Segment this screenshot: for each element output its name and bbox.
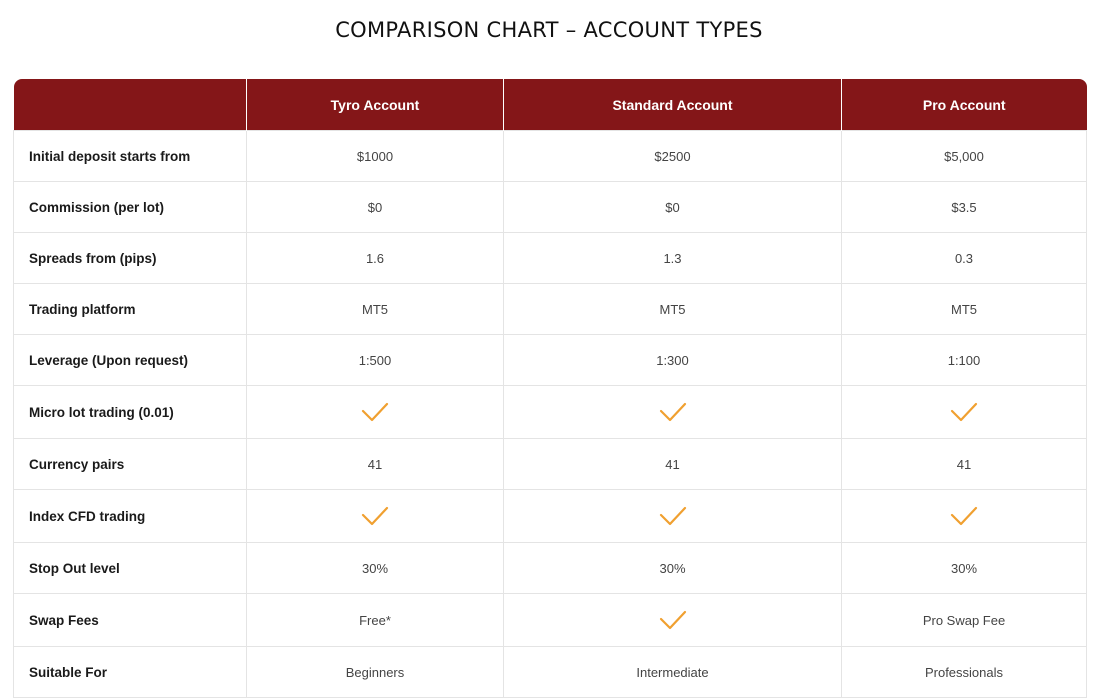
table-cell: Intermediate [504, 647, 842, 698]
row-label: Index CFD trading [14, 490, 247, 543]
check-icon [950, 401, 978, 423]
table-cell: $1000 [247, 131, 504, 182]
row-label: Micro lot trading (0.01) [14, 386, 247, 439]
table-cell: MT5 [247, 284, 504, 335]
table-cell: 30% [504, 543, 842, 594]
table-cell: Pro Swap Fee [842, 594, 1087, 647]
table-row [14, 594, 1087, 647]
table-cell-check [247, 386, 504, 439]
check-icon [361, 401, 389, 423]
row-label: Initial deposit starts from [14, 131, 247, 182]
table-cell: 41 [842, 439, 1087, 490]
table-cell: 1.3 [504, 233, 842, 284]
header-cell-standard-account: Standard Account [504, 79, 842, 131]
table-row [14, 386, 1087, 439]
table-row [14, 233, 1087, 284]
check-icon [361, 505, 389, 527]
table-cell: $0 [504, 182, 842, 233]
table-header [14, 79, 1087, 131]
table-row [14, 647, 1087, 698]
header-cell-corner [14, 79, 247, 131]
row-label: Currency pairs [14, 439, 247, 490]
table-cell: 1:300 [504, 335, 842, 386]
row-label: Leverage (Upon request) [14, 335, 247, 386]
check-icon [659, 609, 687, 631]
row-label: Trading platform [14, 284, 247, 335]
table-cell: Beginners [247, 647, 504, 698]
table-row [14, 439, 1087, 490]
page-title: COMPARISON CHART – ACCOUNT TYPES [335, 18, 763, 42]
table-cell: 1:100 [842, 335, 1087, 386]
table-row [14, 131, 1087, 182]
row-label: Spreads from (pips) [14, 233, 247, 284]
table-body [14, 131, 1087, 698]
row-label: Swap Fees [14, 594, 247, 647]
table-cell-check [842, 490, 1087, 543]
table-cell-check [504, 490, 842, 543]
check-icon [950, 505, 978, 527]
table-cell: 0.3 [842, 233, 1087, 284]
check-icon [659, 505, 687, 527]
table-cell-check [842, 386, 1087, 439]
table-row [14, 284, 1087, 335]
comparison-table [13, 79, 1087, 698]
table-cell: MT5 [842, 284, 1087, 335]
table-cell: 30% [247, 543, 504, 594]
table-row [14, 182, 1087, 233]
table-cell-check [504, 386, 842, 439]
table-row [14, 543, 1087, 594]
table-cell: MT5 [504, 284, 842, 335]
table-cell: $2500 [504, 131, 842, 182]
table-cell: Free* [247, 594, 504, 647]
table-cell: 41 [247, 439, 504, 490]
table-row [14, 490, 1087, 543]
table-cell: 30% [842, 543, 1087, 594]
row-label: Commission (per lot) [14, 182, 247, 233]
check-icon [659, 401, 687, 423]
row-label: Stop Out level [14, 543, 247, 594]
header-row [14, 79, 1087, 131]
table-cell: $0 [247, 182, 504, 233]
table-cell: $5,000 [842, 131, 1087, 182]
row-label: Suitable For [14, 647, 247, 698]
table-row [14, 335, 1087, 386]
table-cell: Professionals [842, 647, 1087, 698]
table-cell: $3.5 [842, 182, 1087, 233]
comparison-table-container [13, 79, 1086, 698]
header-cell-tyro-account: Tyro Account [247, 79, 504, 131]
table-cell-check [504, 594, 842, 647]
header-cell-pro-account: Pro Account [842, 79, 1087, 131]
table-cell: 41 [504, 439, 842, 490]
table-cell: 1.6 [247, 233, 504, 284]
table-cell-check [247, 490, 504, 543]
table-cell: 1:500 [247, 335, 504, 386]
